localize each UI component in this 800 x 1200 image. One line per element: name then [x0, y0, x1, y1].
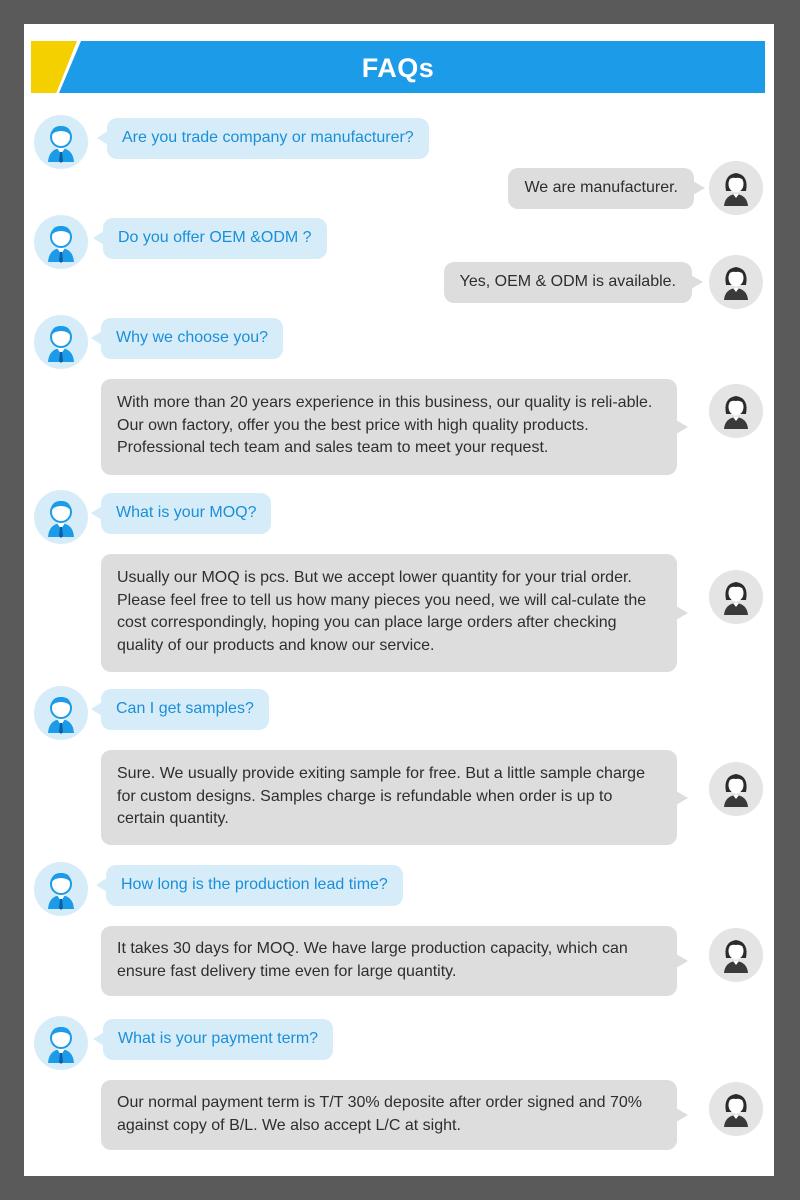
- customer-avatar-icon: [34, 1016, 88, 1070]
- faq-answer: Usually our MOQ is pcs. But we accept lower quantity for your trial order. Please feel free to tell us how many pieces you need, we will cal-culate the cost correspondingly, hoping you can place large orders after checking quality of our products and know our service.: [101, 554, 677, 672]
- support-agent-avatar-icon: [709, 762, 763, 816]
- support-agent-avatar-icon: [709, 255, 763, 309]
- faq-answer: It takes 30 days for MOQ. We have large production capacity, which can ensure fast delivery time even for large quantity.: [101, 926, 677, 996]
- faq-question: What is your MOQ?: [101, 493, 271, 534]
- customer-avatar-icon: [34, 315, 88, 369]
- customer-avatar-icon: [34, 115, 88, 169]
- support-agent-avatar-icon: [709, 1082, 763, 1136]
- support-agent-avatar-icon: [709, 928, 763, 982]
- faq-answer: We are manufacturer.: [508, 168, 694, 209]
- customer-avatar-icon: [34, 215, 88, 269]
- faq-question: How long is the production lead time?: [106, 865, 403, 906]
- faq-answer: With more than 20 years experience in this business, our quality is reli-able. Our own factory, offer you the best price with high quality products. Professional tech team and sales team to meet your request.: [101, 379, 677, 475]
- faq-answer: Yes, OEM & ODM is available.: [444, 262, 692, 303]
- support-agent-avatar-icon: [709, 384, 763, 438]
- faq-question: Are you trade company or manufacturer?: [107, 118, 429, 159]
- faq-header: [31, 41, 765, 93]
- customer-avatar-icon: [34, 686, 88, 740]
- customer-avatar-icon: [34, 490, 88, 544]
- faq-answer: Our normal payment term is T/T 30% deposite after order signed and 70% against copy of B/L. We also accept L/C at sight.: [101, 1080, 677, 1150]
- faq-question: Why we choose you?: [101, 318, 283, 359]
- support-agent-avatar-icon: [709, 161, 763, 215]
- faq-question: Can I get samples?: [101, 689, 269, 730]
- faq-question: Do you offer OEM &ODM ?: [103, 218, 327, 259]
- support-agent-avatar-icon: [709, 570, 763, 624]
- customer-avatar-icon: [34, 862, 88, 916]
- faq-question: What is your payment term?: [103, 1019, 333, 1060]
- faq-answer: Sure. We usually provide exiting sample for free. But a little sample charge for custom designs. Samples charge is refundable when order is up to certain quantity.: [101, 750, 677, 845]
- page-title: FAQs: [361, 53, 435, 83]
